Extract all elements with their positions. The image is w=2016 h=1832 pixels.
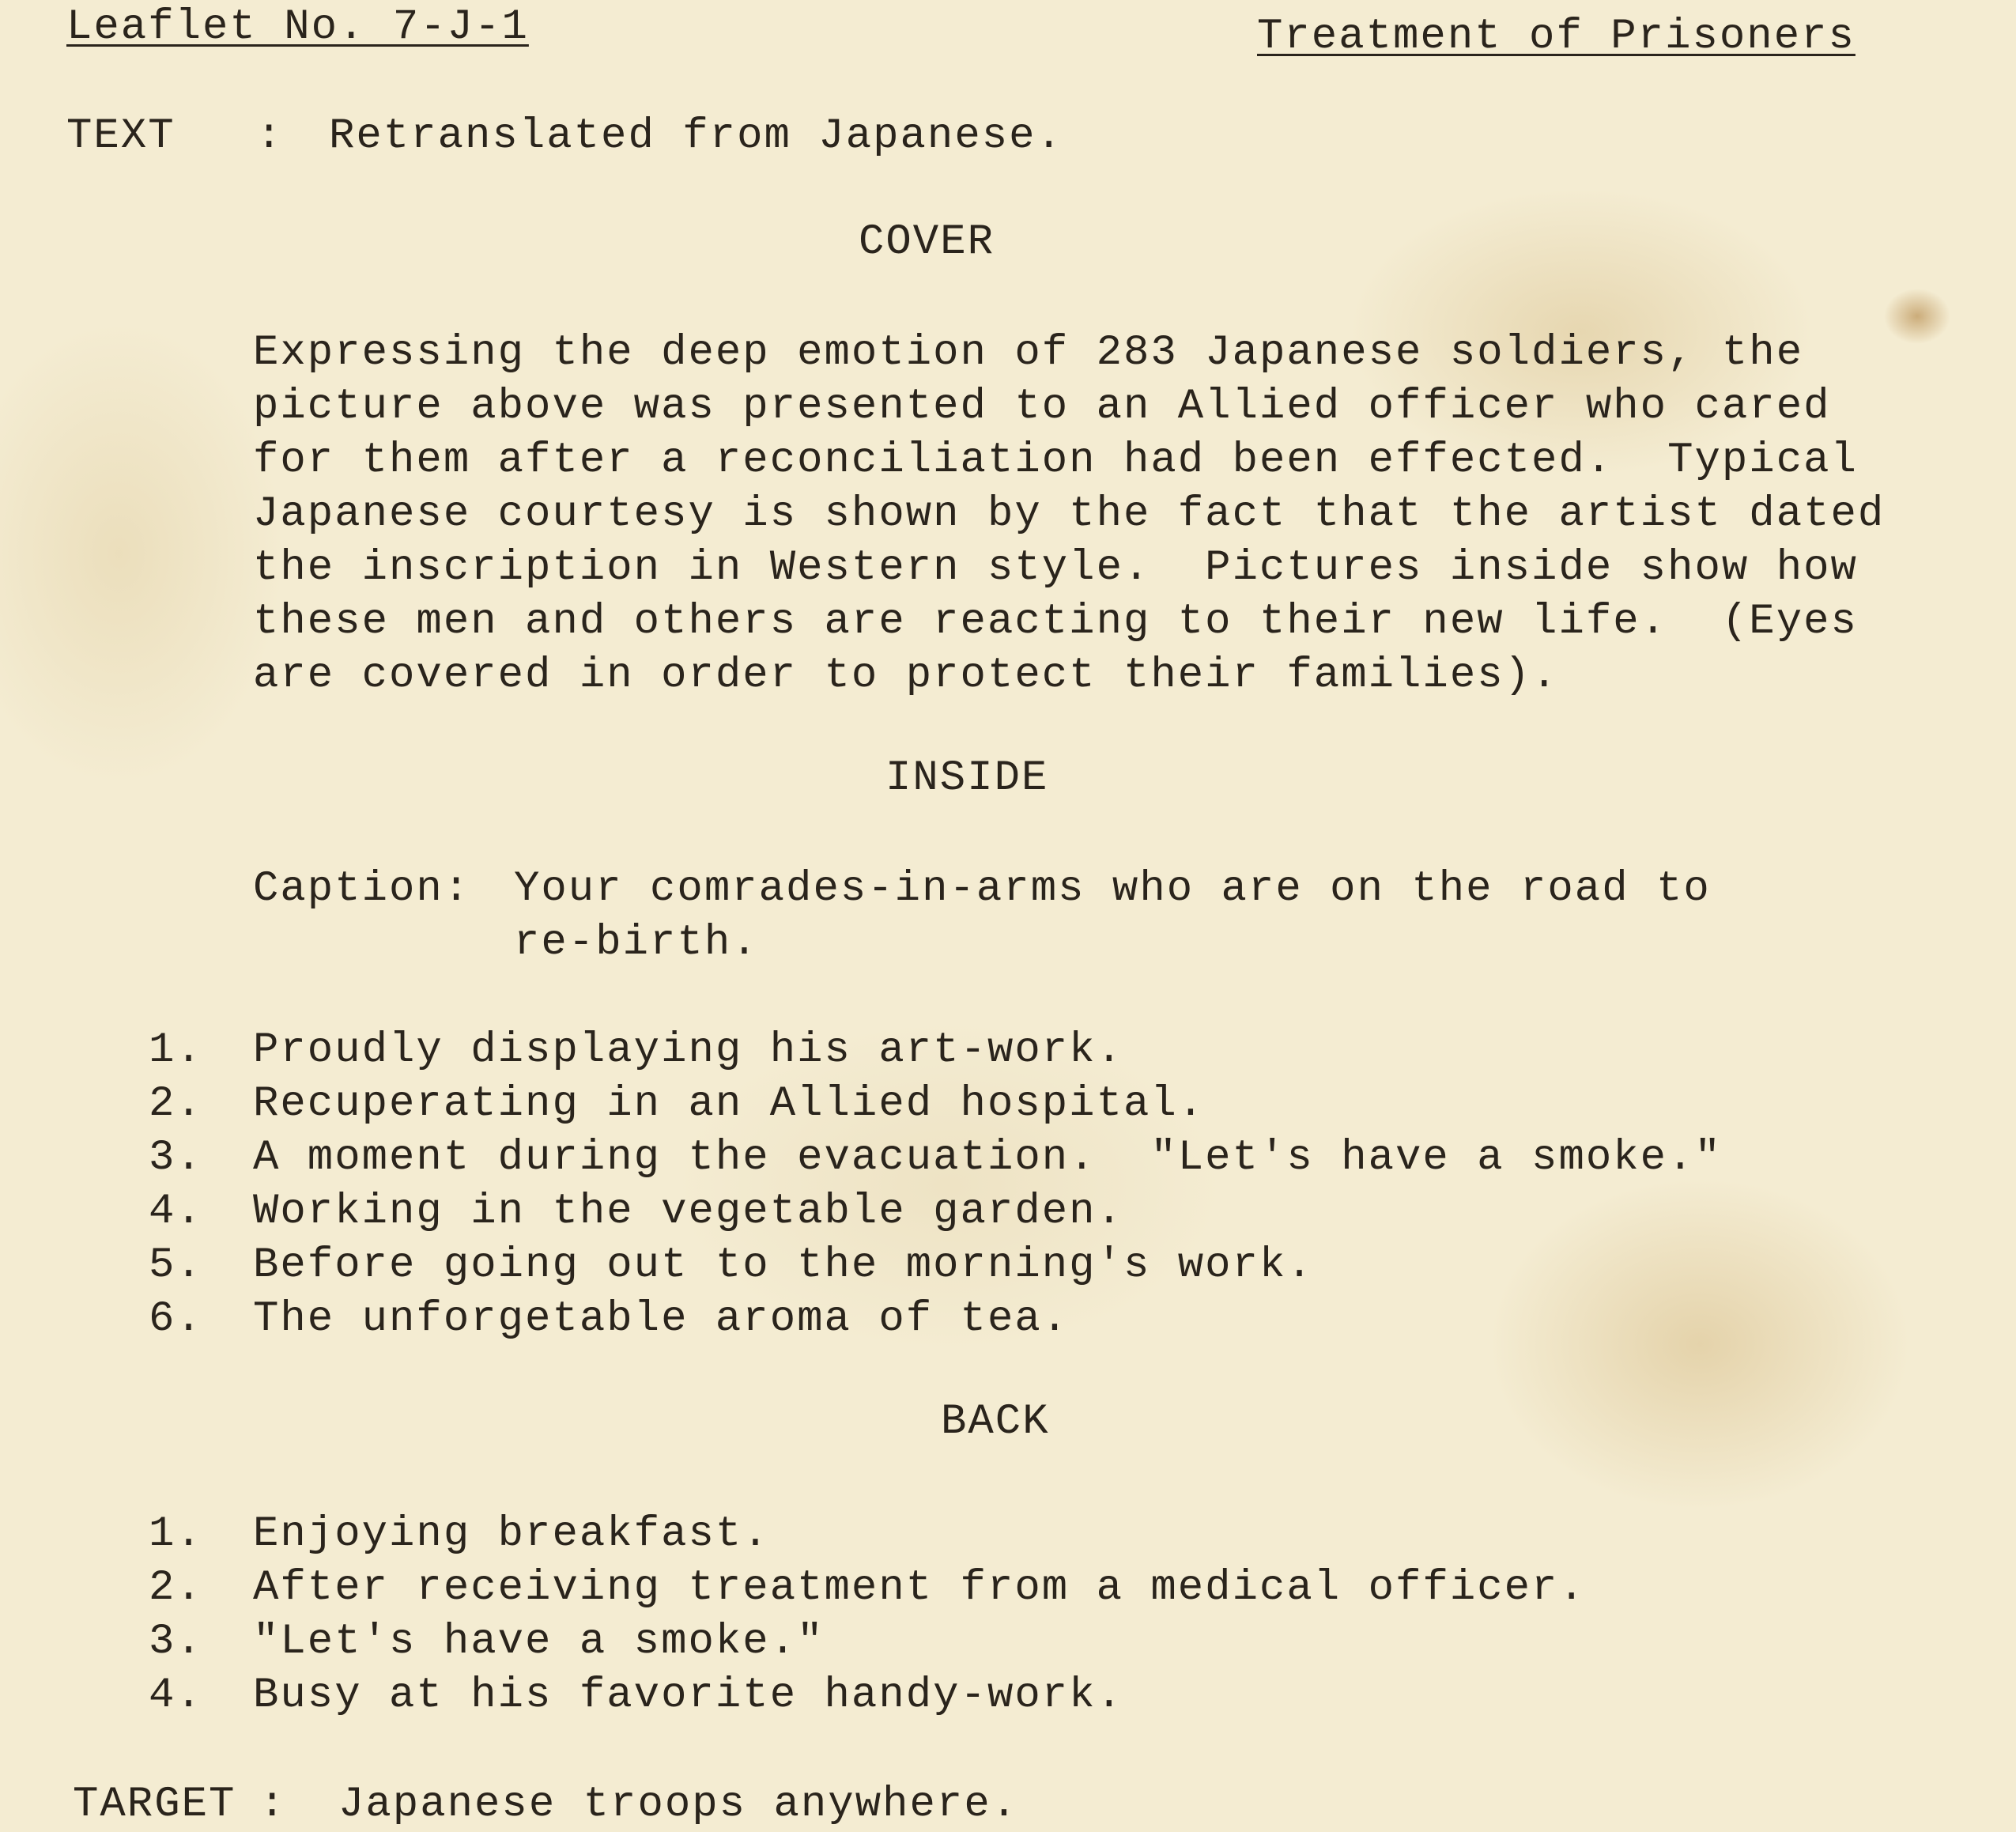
inside-item-number: 3. bbox=[149, 1134, 203, 1182]
inside-heading: INSIDE bbox=[885, 754, 1049, 803]
inside-item-text: A moment during the evacuation. "Let's have a smoke." bbox=[253, 1134, 1722, 1182]
inside-item-text: Proudly displaying his art-work. bbox=[253, 1026, 1123, 1075]
inside-item-text: Recuperating in an Allied hospital. bbox=[253, 1080, 1206, 1128]
cover-line: for them after a reconciliation had been effected. Typical bbox=[253, 436, 1858, 485]
target-value: Japanese troops anywhere. bbox=[338, 1781, 1019, 1829]
inside-item-number: 4. bbox=[149, 1188, 203, 1236]
caption-line: re-birth. bbox=[514, 919, 759, 967]
target-label: TARGET bbox=[73, 1781, 236, 1829]
text-label: TEXT bbox=[66, 112, 176, 161]
back-item-number: 3. bbox=[149, 1618, 203, 1666]
document-title: Treatment of Prisoners bbox=[1257, 13, 1856, 61]
inside-item-number: 6. bbox=[149, 1295, 203, 1343]
back-item-number: 2. bbox=[149, 1564, 203, 1612]
inside-item-text: Before going out to the morning's work. bbox=[253, 1241, 1314, 1290]
back-item-number: 4. bbox=[149, 1671, 203, 1720]
text-value: Retranslated from Japanese. bbox=[329, 112, 1063, 161]
inside-item-text: Working in the vegetable garden. bbox=[253, 1188, 1123, 1236]
back-item-text: Enjoying breakfast. bbox=[253, 1510, 770, 1558]
cover-line: the inscription in Western style. Pictures inside show how bbox=[253, 544, 1858, 592]
back-item-text: Busy at his favorite handy-work. bbox=[253, 1671, 1123, 1720]
back-item-number: 1. bbox=[149, 1510, 203, 1558]
inside-item-text: The unforgetable aroma of tea. bbox=[253, 1295, 1070, 1343]
caption-line: Your comrades-in-arms who are on the road to bbox=[514, 865, 1711, 913]
back-item-text: After receiving treatment from a medical officer. bbox=[253, 1564, 1586, 1612]
inside-item-number: 2. bbox=[149, 1080, 203, 1128]
cover-line: are covered in order to protect their families). bbox=[253, 652, 1559, 700]
inside-item-number: 1. bbox=[149, 1026, 203, 1075]
caption-label: Caption: bbox=[253, 865, 471, 913]
cover-line: Japanese courtesy is shown by the fact that the artist dated bbox=[253, 490, 1886, 538]
cover-line: these men and others are reacting to their new life. (Eyes bbox=[253, 598, 1858, 646]
cover-heading: COVER bbox=[859, 218, 995, 266]
inside-item-number: 5. bbox=[149, 1241, 203, 1290]
target-separator: : bbox=[259, 1781, 287, 1829]
cover-line: picture above was presented to an Allied officer who cared bbox=[253, 383, 1831, 431]
back-heading: BACK bbox=[941, 1398, 1050, 1446]
cover-line: Expressing the deep emotion of 283 Japanese soldiers, the bbox=[253, 329, 1804, 377]
leaflet-number: Leaflet No. 7-J-1 bbox=[66, 3, 529, 51]
text-separator: : bbox=[256, 112, 284, 161]
back-item-text: "Let's have a smoke." bbox=[253, 1618, 825, 1666]
